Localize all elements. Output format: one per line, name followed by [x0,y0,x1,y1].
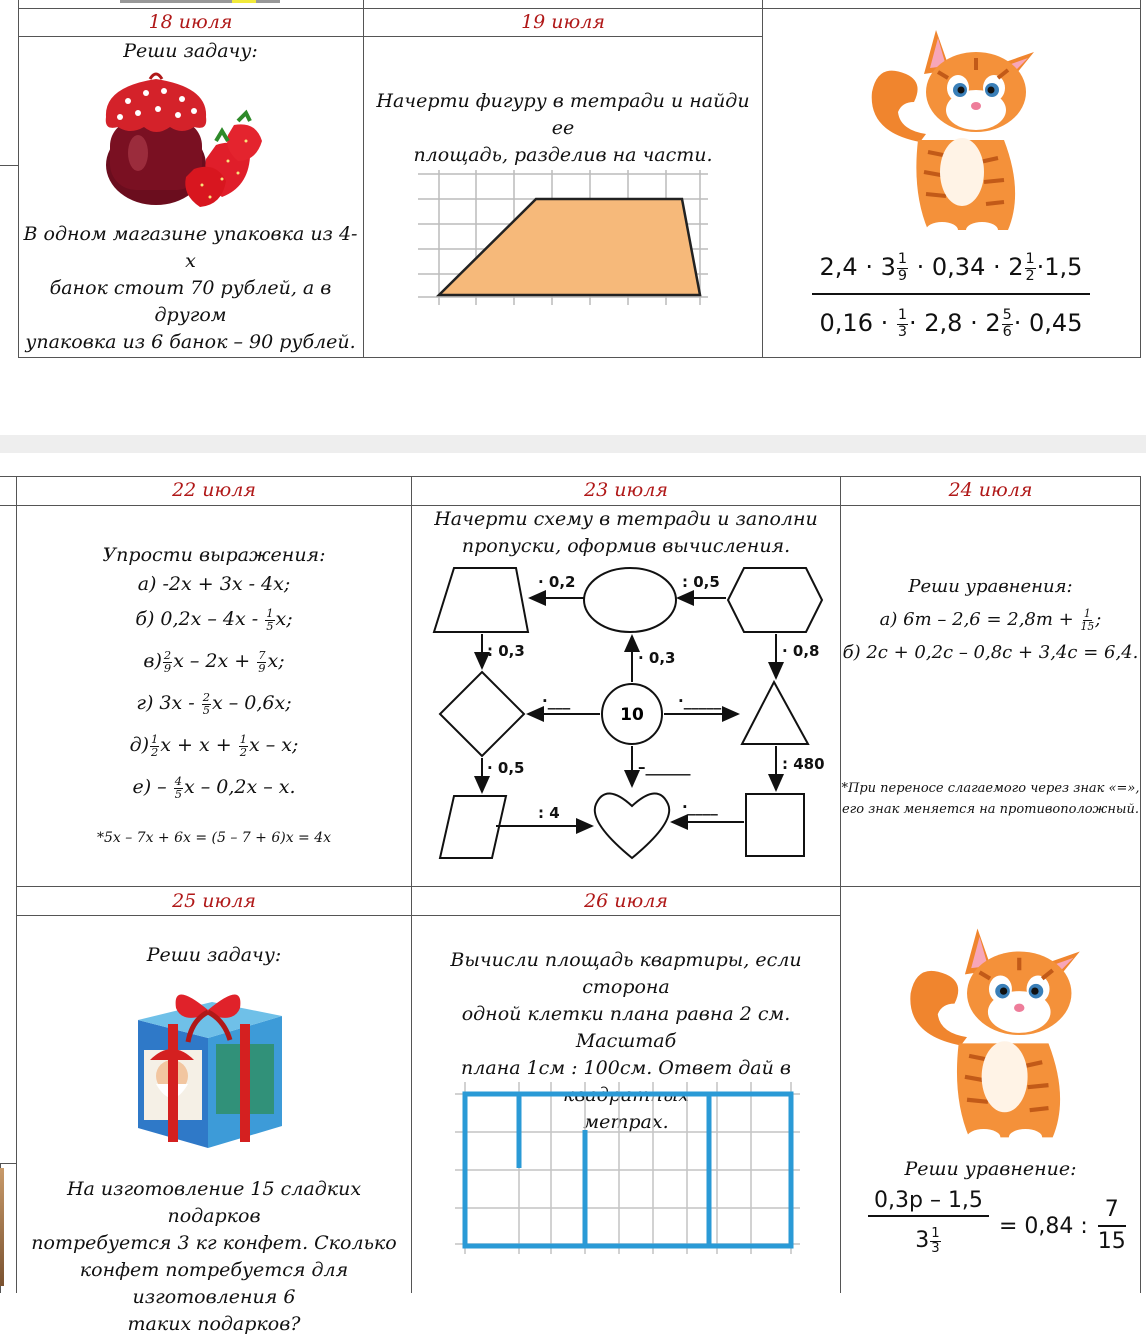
denominator: 3 [931,1240,940,1256]
numerator: 1 [931,1225,940,1241]
page-gap [0,358,1146,478]
sign-transfer-note [841,778,1140,820]
expr-part: 0,16 · [819,309,896,337]
problem-line: конфет потребуется для изготовления 6 [79,1259,349,1308]
label-top-left: · 0,2 [538,573,576,591]
date-19-july: 19 июля [521,11,605,33]
fraction [174,773,183,801]
denominator [915,1217,941,1265]
gift-problem [20,1176,408,1338]
expression-item [17,640,411,682]
equation-a [841,600,1140,640]
problem-line: потребуется 3 кг конфет. Сколько [31,1232,397,1254]
simplify-task [17,540,411,808]
hexagon-node [728,568,822,632]
numerator: 7 [258,647,266,662]
expr-part: ·1,5 [1036,253,1083,281]
numerator: 2 [163,647,172,662]
denominator: 9 [258,660,266,675]
fraction-expression [812,242,1090,350]
whole-part: 3 [915,1228,930,1253]
expr-part: · 0,45 [1013,309,1083,337]
denominator: 15 [1080,619,1095,633]
denominator: 9 [897,267,908,284]
heart-node [595,793,669,858]
note-line: *При переносе слагаемого через знак «=», [841,781,1140,796]
rhombus-node [440,672,524,756]
expr-part: б) 0,2х – 4х - [135,608,265,630]
expr-part: · 0,34 · 2 [909,253,1024,281]
expr-part: · 2,8 · 2 [909,309,1001,337]
expression-numerator [812,242,1090,292]
label-left-mid: ·___ [542,692,571,710]
ellipse-node [584,568,676,632]
denominator: 9 [163,660,172,675]
numerator: 1 [897,251,908,268]
task-heading: Реши задачу: [123,40,258,62]
problem-line: одной клетки плана равна 2 см. Масштаб [461,1003,791,1052]
expr-part: х; [267,650,285,672]
numerator: 1 [151,731,159,746]
simplify-note: *5х – 7х + 6х = (5 – 7 + 6)х = 4х [96,830,332,846]
trapezoid [439,199,700,295]
scheme-task [412,506,840,560]
label-bottom-right: ·____ [682,798,718,816]
expr-part: е) – [132,776,173,798]
note-line: его знак меняется на противоположный. [841,802,1139,817]
denominator: 6 [1002,323,1012,340]
square-node [746,794,804,856]
task-heading: Реши уравнение: [904,1158,1077,1180]
problem-line: таких подарков? [127,1313,301,1335]
trapezoid-grid-figure [418,170,708,305]
expr-part: х – 0,6х; [211,692,292,714]
numerator: 0,3р – 1,5 [874,1188,983,1213]
expr-part: х – 2х + [173,650,257,672]
cropped-image-edge [0,1168,4,1286]
numerator: 1 [897,307,908,324]
fraction [265,605,274,633]
numerator: 5 [1002,307,1012,324]
problem-line: площадь, разделив на части. [413,144,713,166]
denominator: 2 [1025,267,1035,284]
figure-task [364,88,762,169]
center-value: 10 [620,705,644,725]
denominator: 5 [266,618,274,633]
task-heading: Реши задачу: [146,944,282,966]
label-right-mid: ·_____ [678,692,722,710]
label-top-right: : 0,5 [682,573,720,591]
trapezoid-node [434,568,528,632]
expr-part: 2,4 · 3 [819,253,896,281]
expr-part: х – 0,2х – х. [183,776,296,798]
fraction [897,308,908,339]
problem-line: упаковка из 6 банок – 90 рублей. [25,331,356,353]
rhs-fraction [1098,1195,1126,1257]
label-left-down: : 0,3 [487,642,525,660]
label-right-low: : 480 [782,755,825,773]
expression-item [17,682,411,724]
denominator: 2 [239,744,247,759]
label-bottom-left: : 4 [538,804,560,822]
denominator: 2 [151,744,159,759]
problem-line: плана 1см : 100см. Ответ дай в квадратных [461,1057,791,1106]
problem-line: В одном магазине упаковка из 4-х [23,223,358,272]
denominator: 5 [202,702,210,717]
jam-jar-image [98,65,266,210]
fraction [257,647,266,675]
expr-part: г) 3х - [136,692,201,714]
label-left-low: · 0,5 [487,759,525,777]
expression-item [17,598,411,640]
apartment-plan [455,1082,800,1254]
fraction [930,1227,940,1256]
expr-part: х + х + [160,734,238,756]
date-24-july: 24 июля [948,479,1033,501]
denominator: 15 [1097,1229,1126,1254]
expr-part: а) 6m – 2,6 = 2,8m + [879,609,1080,630]
expression-item: а) -2х + 3х - 4х; [137,573,291,595]
date-26-july: 26 июля [584,890,668,912]
cat-image [896,910,1084,1160]
problem-line: Начерти фигуру в тетради и найди ее [376,90,750,139]
label-center-up: · 0,3 [638,649,676,667]
expr-part: х – х; [248,734,299,756]
equation-rhs: = 0,84 : [998,1213,1088,1239]
label-center-down: –______ [638,758,691,776]
fraction [1080,608,1094,632]
numerator: 1 [239,731,247,746]
numerator: 2 [202,689,210,704]
mixed-fraction [1002,308,1013,339]
expr-part: х; [275,608,293,630]
mixed-fraction [897,252,908,283]
task-heading: Упрости выражения: [102,544,326,566]
problem-line: Начерти схему в тетради и заполни [434,508,818,530]
mixed-fraction [1025,252,1036,283]
numerator: 4 [174,773,182,788]
equation-b: б) 2с + 0,2с – 0,8с + 3,4с = 6,4. [842,642,1139,663]
date-25-july: 25 июля [172,890,256,912]
date-23-july: 23 июля [584,479,668,501]
label-right-down: · 0,8 [782,642,820,660]
page-separator [0,435,1146,453]
task-heading: Реши уравнения: [908,576,1073,597]
denominator: 3 [897,323,908,340]
expr-part: д) [129,734,150,756]
calculation-scheme [420,560,832,865]
expr-part: в) [143,650,162,672]
expression-denominator [812,296,1090,350]
equation-lhs [868,1187,989,1265]
denominator: 5 [174,786,182,801]
problem-line: Вычисли площадь квартиры, если сторона [450,949,802,998]
triangle-node [742,682,808,744]
problem-line: метрах. [583,1111,669,1133]
numerator: 7 [1104,1197,1119,1222]
fraction [163,647,172,675]
fraction [150,731,159,759]
problem-line: банок стоит 70 рублей, а в другом [49,277,332,326]
date-18-july: 18 июля [148,11,233,33]
gift-box-image [132,980,288,1152]
expr-part: ; [1095,609,1102,630]
numerator: 1 [1083,607,1091,621]
equation [868,1184,1130,1268]
fraction [239,731,248,759]
fraction-bar [812,293,1090,295]
fraction [202,689,211,717]
date-22-july: 22 июля [172,479,256,501]
expression-item [17,766,411,808]
problem-line: На изготовление 15 сладких подарков [66,1178,362,1227]
cat-image [858,22,1038,242]
numerator: 1 [266,605,274,620]
equations-task [841,574,1140,666]
numerator: 1 [1025,251,1035,268]
expression-item [17,724,411,766]
problem-line: пропуски, оформив вычисления. [461,535,791,557]
